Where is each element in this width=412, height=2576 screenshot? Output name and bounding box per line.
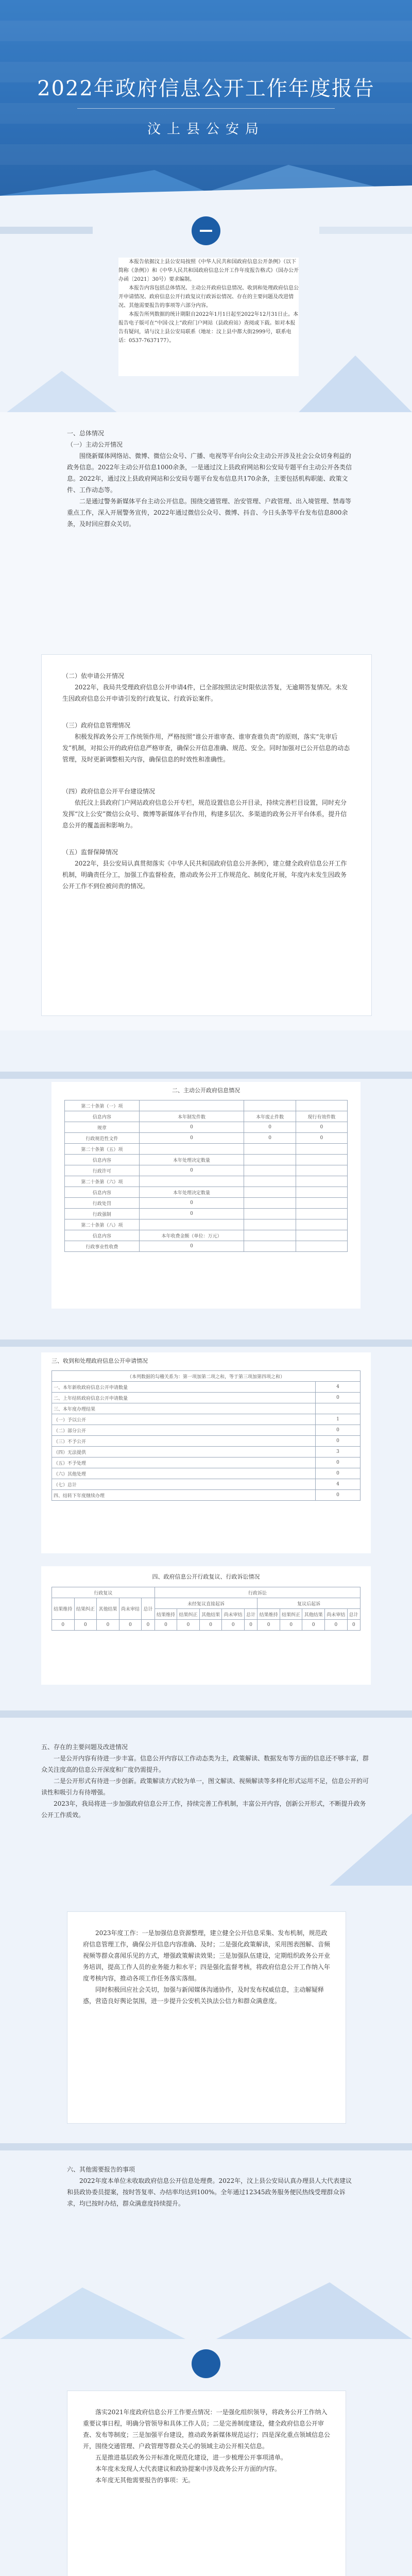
table-cell: （四）无法提供 [52, 1447, 316, 1458]
table-row [65, 1187, 348, 1198]
table-cell [296, 1198, 347, 1209]
table1 [64, 1100, 348, 1252]
table-cell: 第二十条第（五）项 [65, 1144, 140, 1155]
table-cell: 总计 [142, 1598, 154, 1620]
table-row [52, 1436, 360, 1447]
table-row [52, 1382, 360, 1393]
table-cell: 信息内容 [65, 1230, 140, 1241]
table-cell [296, 1155, 347, 1165]
table-cell: 四、结转下年度继续办理 [52, 1490, 316, 1501]
table-cell: （一）予以公开 [52, 1414, 316, 1425]
table-row [52, 1403, 360, 1414]
table-cell: 尚未审结 [325, 1609, 348, 1620]
table3 [52, 1587, 360, 1631]
intro-paragraph: 本报告内容包括总体情况、主动公开政府信息情况、收到和处理政府信息公开申请情况、政府信息公开行政复议行政诉讼情况、存在的主要问题及改进情况、其他需要报告的事项等六部分内容。 [118, 285, 299, 309]
table-cell: 0 [177, 1620, 200, 1631]
closing-paragraph: 本年度无其他需要报告的事项：无。 [95, 2477, 195, 2484]
table-cell: 0 [139, 1133, 244, 1144]
improve-paragraph: 2023年度工作：一是加强信息资源整理，建立健全公开信息采集、发布机制，规范政府信息管理工作，确保公开信息内容准确、及时；二是强化政策解读，采用图表图解、音频视频等群众喜闻乐见的方式，增强政策解读效果；三是加强队伍建设，定期组织政务公开业务培训，提高工作人员的业务能力和水平；四是强化监督考核，将政府信息公开工作纳入年度考核内容，推动各项工作任务落实落细。 [83, 1929, 331, 1982]
closing-paragraph: 本年度未发现人大代表建议和政协提案中涉及政务公开方面的内容。 [95, 2465, 281, 2472]
table1-caption: 二、主动公开政府信息情况 [172, 1087, 240, 1094]
table-row [52, 1425, 360, 1436]
table-cell: 其他结果 [199, 1609, 222, 1620]
table-row [52, 1468, 360, 1479]
table-cell: 0 [258, 1620, 280, 1631]
table-cell: 本年收费金额（单位：万元） [139, 1230, 244, 1241]
table-cell: 结果纠正 [280, 1609, 302, 1620]
table-cell [316, 1403, 360, 1414]
table-cell [139, 1100, 244, 1111]
table-cell: （三）不予公开 [52, 1436, 316, 1447]
table-cell [244, 1219, 296, 1230]
section-band [319, 227, 412, 234]
table-cell: 0 [280, 1620, 302, 1631]
title-divider [77, 108, 335, 109]
table-cell [296, 1144, 347, 1155]
table-cell: 第二十条第（六）项 [65, 1176, 140, 1187]
table-cell [296, 1187, 347, 1198]
table-cell: 0 [316, 1436, 360, 1447]
table-cell [244, 1241, 296, 1252]
overview-subheading: （二）依申请公开情况 [62, 672, 125, 680]
table-cell [244, 1100, 296, 1111]
report-header [0, 0, 412, 196]
intro-paragraph: 本报告依据汶上县公安局按照《中华人民共和国政府信息公开条例》（以下简称《条例》）和《中华人民共和国政府信息公开工作年度报告格式》（国办公开办函〔2021〕30号）要求编制。 [118, 259, 299, 282]
section-band [0, 1340, 412, 1347]
table-cell [296, 1241, 347, 1252]
table-row [52, 1620, 360, 1631]
table-cell [139, 1176, 244, 1187]
table-cell [296, 1209, 347, 1219]
table-row [65, 1133, 348, 1144]
table-cell: （本列数据的勾稽关系为：第一项加第二项之和，等于第三项加第四项之和） [52, 1371, 360, 1382]
table-cell: 0 [142, 1620, 154, 1631]
overview-heading: 一、总体情况 [67, 430, 105, 437]
table-row [65, 1198, 348, 1209]
table-cell: 结果纠正 [177, 1609, 200, 1620]
table-cell [296, 1165, 347, 1176]
other-heading: 六、其他需要报告的事项 [67, 2166, 135, 2173]
table-cell: 0 [244, 1122, 296, 1133]
table-cell: 信息内容 [65, 1111, 140, 1122]
table-cell: 本年处理决定数量 [139, 1187, 244, 1198]
table-cell: 0 [222, 1620, 245, 1631]
table-cell [139, 1219, 244, 1230]
table-row [65, 1100, 348, 1111]
section-circle-icon [192, 2349, 220, 2378]
section-band [0, 2143, 412, 2150]
other-content [67, 2164, 355, 2209]
overview-subheading: （四）政府信息公开平台建设情况 [62, 788, 156, 795]
table-cell: 信息内容 [65, 1155, 140, 1165]
table-cell: 0 [97, 1620, 119, 1631]
table-cell: 本年处理决定数量 [139, 1155, 244, 1165]
table-cell: 现行有效件数 [296, 1111, 347, 1122]
table-row [65, 1111, 348, 1122]
table-cell [244, 1165, 296, 1176]
table-row [52, 1371, 360, 1382]
table-row [65, 1230, 348, 1241]
table-cell: （二）部分公开 [52, 1425, 316, 1436]
table-row [52, 1447, 360, 1458]
table-cell: （五）不予处理 [52, 1458, 316, 1468]
problems-paragraph: 2023年，我局将进一步加强政府信息公开工作，持续完善工作机制，丰富公开内容，创新公开形式，不断提升政务公开工作质效。 [41, 1800, 366, 1819]
table-row [65, 1165, 348, 1176]
table2-caption: 三、收到和处理政府信息公开申请情况 [52, 1358, 148, 1364]
table-cell: 总计 [347, 1609, 360, 1620]
table-cell: 行政规范性文件 [65, 1133, 140, 1144]
table-cell [244, 1144, 296, 1155]
problems-heading: 五、存在的主要问题及改进情况 [41, 1743, 128, 1751]
table-cell: 行政许可 [65, 1165, 140, 1176]
table-cell: 0 [244, 1620, 257, 1631]
table-cell: 总计 [244, 1609, 257, 1620]
table-row [65, 1209, 348, 1219]
table-cell [139, 1144, 244, 1155]
table-cell: 0 [316, 1425, 360, 1436]
overview-subheading: （五）监督保障情况 [62, 849, 118, 856]
table2 [52, 1370, 360, 1501]
section-band [0, 1710, 412, 1718]
intro-paragraph: 本报告所列数据的统计期限自2022年1月1日起至2022年12月31日止。本报告电子版可在“中国·汶上”政府门户网站（县政府站）查阅或下载。如对本报告有疑问，请与汶上县公安局联系（地址：汶上县中都大街2999号，联系电话：0537-7637177）。 [118, 312, 299, 344]
table-cell: 0 [139, 1165, 244, 1176]
overview-paragraph: 二是通过警务新媒体平台主动公开信息。围绕交通管理、治安管理、户政管理、出入境管理、禁毒等重点工作，深入开展警务宣传，2022年通过微信公众号、微博、抖音、今日头条等平台发布信息800余条，及时回应群众关切。 [67, 498, 352, 528]
table-cell: 0 [325, 1620, 348, 1631]
table-cell: 第二十条第（八）项 [65, 1219, 140, 1230]
overview-paragraph: 围绕新媒体网络站、微博、微信公众号、广播、电视等平台向公众主动公开涉及社会公众切身利益的政务信息。2022年主动公开信息1000余条，一是通过汶上县政府网站和公安局专题平台主动公开各类信息。2022年，通过汶上县政府网站和公安局专题平台发布信息共170余条，主要包括机构职能、政策文件、工作动态等。 [67, 452, 352, 494]
overview-subheading: （三）政府信息管理情况 [62, 722, 131, 729]
improve-box [67, 1911, 346, 2124]
table-cell [244, 1155, 296, 1165]
table-row [52, 1414, 360, 1425]
triangle-decor [0, 2277, 412, 2339]
table-cell: （七）总计 [52, 1479, 316, 1490]
table-cell: 结果纠正 [74, 1598, 97, 1620]
table-row [52, 1587, 360, 1598]
table-cell: 0 [296, 1122, 347, 1133]
table-cell [296, 1219, 347, 1230]
table-row [52, 1458, 360, 1468]
table-cell: 未经复议直接起诉 [154, 1598, 258, 1609]
table-cell [244, 1176, 296, 1187]
table-cell: 尚未审结 [119, 1598, 142, 1620]
table-cell: 行政处罚 [65, 1198, 140, 1209]
table-cell: 结果维持 [154, 1609, 177, 1620]
table-cell: （六）其他处理 [52, 1468, 316, 1479]
table-cell: 行政诉讼 [154, 1587, 360, 1598]
table-cell: 0 [316, 1458, 360, 1468]
table-row [65, 1176, 348, 1187]
table-cell: 复议后起诉 [258, 1598, 360, 1609]
table-cell: 0 [74, 1620, 97, 1631]
table-cell: 3 [316, 1447, 360, 1458]
table-cell [296, 1230, 347, 1241]
table-cell: 0 [119, 1620, 142, 1631]
table-cell: 4 [316, 1479, 360, 1490]
table-cell: 0 [139, 1241, 244, 1252]
table-cell [296, 1100, 347, 1111]
overview-content [67, 428, 355, 530]
overview-paragraph: 2022年，我局共受理政府信息公开申请4件，已全部按照法定时限依法答复，无逾期答复情况。未发生因政府信息公开申请引发的行政复议、行政诉讼案件。 [62, 684, 348, 702]
report-title: 2022年政府信息公开工作年度报告 [37, 77, 375, 100]
table-cell [244, 1187, 296, 1198]
table-row [52, 1598, 360, 1609]
table-row [65, 1144, 348, 1155]
header-stripe [0, 21, 412, 41]
table-cell: 0 [316, 1490, 360, 1501]
table-row [65, 1122, 348, 1133]
table-cell: 0 [139, 1198, 244, 1209]
table-cell: 结果维持 [52, 1598, 75, 1620]
section-band [0, 1072, 412, 1079]
table-cell: 行政事业性收费 [65, 1241, 140, 1252]
table-cell [244, 1230, 296, 1241]
table-cell: 一、本年新收政府信息公开申请数量 [52, 1382, 316, 1393]
table-row [52, 1479, 360, 1490]
table-cell: 其他结果 [302, 1609, 325, 1620]
table-cell: 0 [347, 1620, 360, 1631]
section-band [0, 227, 93, 234]
table-row [52, 1393, 360, 1403]
table-cell: 0 [302, 1620, 325, 1631]
table-cell: 1 [316, 1414, 360, 1425]
section-circle-icon [192, 216, 220, 245]
intro-box [118, 258, 299, 376]
overview-paragraph: 2022年，县公安局认真贯彻落实《中华人民共和国政府信息公开条例》，建立健全政府信息公开工作机制，明确责任分工，加强工作监督检查，推动政务公开工作规范化、制度化开展，年度内未发生因政务公开工作不到位被问责的情况。 [62, 860, 347, 890]
report-subtitle: 汶上县公安局 [147, 122, 265, 137]
table-cell: 0 [139, 1209, 244, 1219]
closing-paragraph: 五是推进基层政务公开标准化规范化建设，进一步梳理公开事项清单。 [95, 2454, 287, 2461]
table-cell [244, 1209, 296, 1219]
problems-paragraph: 一是公开内容有待进一步丰富。信息公开内容以工作动态类为主，政策解读、数据发布等方面的信息还不够丰富，群众关注度高的信息公开深度和广度仍需提升。 [41, 1755, 369, 1773]
table-cell: 第二十条第（一）项 [65, 1100, 140, 1111]
table-cell: 二、上年结转政府信息公开申请数量 [52, 1393, 316, 1403]
table-row [65, 1219, 348, 1230]
table-row [65, 1155, 348, 1165]
overview-subheading: （一）主动公开情况 [67, 441, 123, 448]
other-paragraph: 2022年度本单位未收取政府信息公开信息处理费。2022年，汶上县公安局认真办理县人大代表建议和县政协委员提案，按时答复率、办结率均达到100%。全年通过12345政务服务便民热线受理群众诉求，均已按时办结，群众满意度持续提升。 [67, 2177, 352, 2207]
table-cell: 本年制发件数 [139, 1111, 244, 1122]
table-cell: 4 [316, 1382, 360, 1393]
table-cell: 尚未审结 [222, 1609, 245, 1620]
table-cell: 0 [316, 1468, 360, 1479]
table-cell: 0 [139, 1122, 244, 1133]
table-cell [296, 1176, 347, 1187]
table-row [52, 1490, 360, 1501]
table-cell: 信息内容 [65, 1187, 140, 1198]
table-cell: 三、本年度办理结果 [52, 1403, 316, 1414]
overview-paragraph: 积极发挥政务公开工作统领作用，严格按照“谁公开谁审查、谁审查谁负责”的原则，落实“先审后发”机制，对拟公开的政府信息严格审查，确保公开信息准确、规范、安全。同时加强对已公开信息的动态管理，及时更新调整相关内容，确保信息的时效性和准确性。 [62, 733, 350, 763]
table-cell: 结果维持 [258, 1609, 280, 1620]
improve-paragraph: 同时积极回应社会关切，加强与新闻媒体沟通协作，及时发布权威信息，主动解疑释惑，营造良好舆论氛围，进一步提升公安机关执法公信力和群众满意度。 [83, 1986, 324, 2005]
table-cell: 其他结果 [97, 1598, 119, 1620]
table-cell: 本年废止件数 [244, 1111, 296, 1122]
overview-paragraph: 依托汶上县政府门户网站政府信息公开专栏，规范设置信息公开目录，持续完善栏目设置，同时充分发挥“汶上公安”微信公众号、微博等新媒体平台作用，构建多层次、多渠道的政务公开平台体系，提升信息公开的覆盖面和影响力。 [62, 799, 347, 829]
triangle-decor [299, 355, 412, 412]
problems-paragraph: 二是公开形式有待进一步创新。政策解读方式较为单一，图文解读、视频解读等多样化形式运用不足，信息公开的可读性和吸引力有待增强。 [41, 1777, 369, 1796]
table-row [65, 1241, 348, 1252]
table-cell: 0 [154, 1620, 177, 1631]
closing-box [67, 2391, 346, 2576]
triangle-decor [0, 371, 124, 417]
table-cell: 0 [199, 1620, 222, 1631]
table3-caption: 四、政府信息公开行政复议、行政诉讼情况 [152, 1573, 260, 1580]
header-triangle-decor [0, 155, 412, 196]
problems-content [41, 1741, 371, 1821]
table-cell: 0 [316, 1393, 360, 1403]
table-cell: 0 [296, 1133, 347, 1144]
table-cell: 0 [52, 1620, 75, 1631]
table-cell: 行政复议 [52, 1587, 155, 1598]
triangle-decor [309, 1814, 412, 1886]
table-cell: 0 [244, 1133, 296, 1144]
overview-box [41, 654, 372, 1016]
table-cell: 行政强制 [65, 1209, 140, 1219]
closing-paragraph: 落实2021年度政府信息公开工作要点情况：一是强化组织领导，将政务公开工作纳入重要议事日程，明确分管领导和具体工作人员；二是完善制度建设，健全政府信息公开审查、发布等制度；三是加强平台建设，推动政务新媒体规范运行；四是深化重点领域信息公开，围绕交通管理、户政管理等群众关心的领域主动公开相关信息。 [83, 2409, 331, 2450]
table-cell [244, 1198, 296, 1209]
table-cell: 规章 [65, 1122, 140, 1133]
